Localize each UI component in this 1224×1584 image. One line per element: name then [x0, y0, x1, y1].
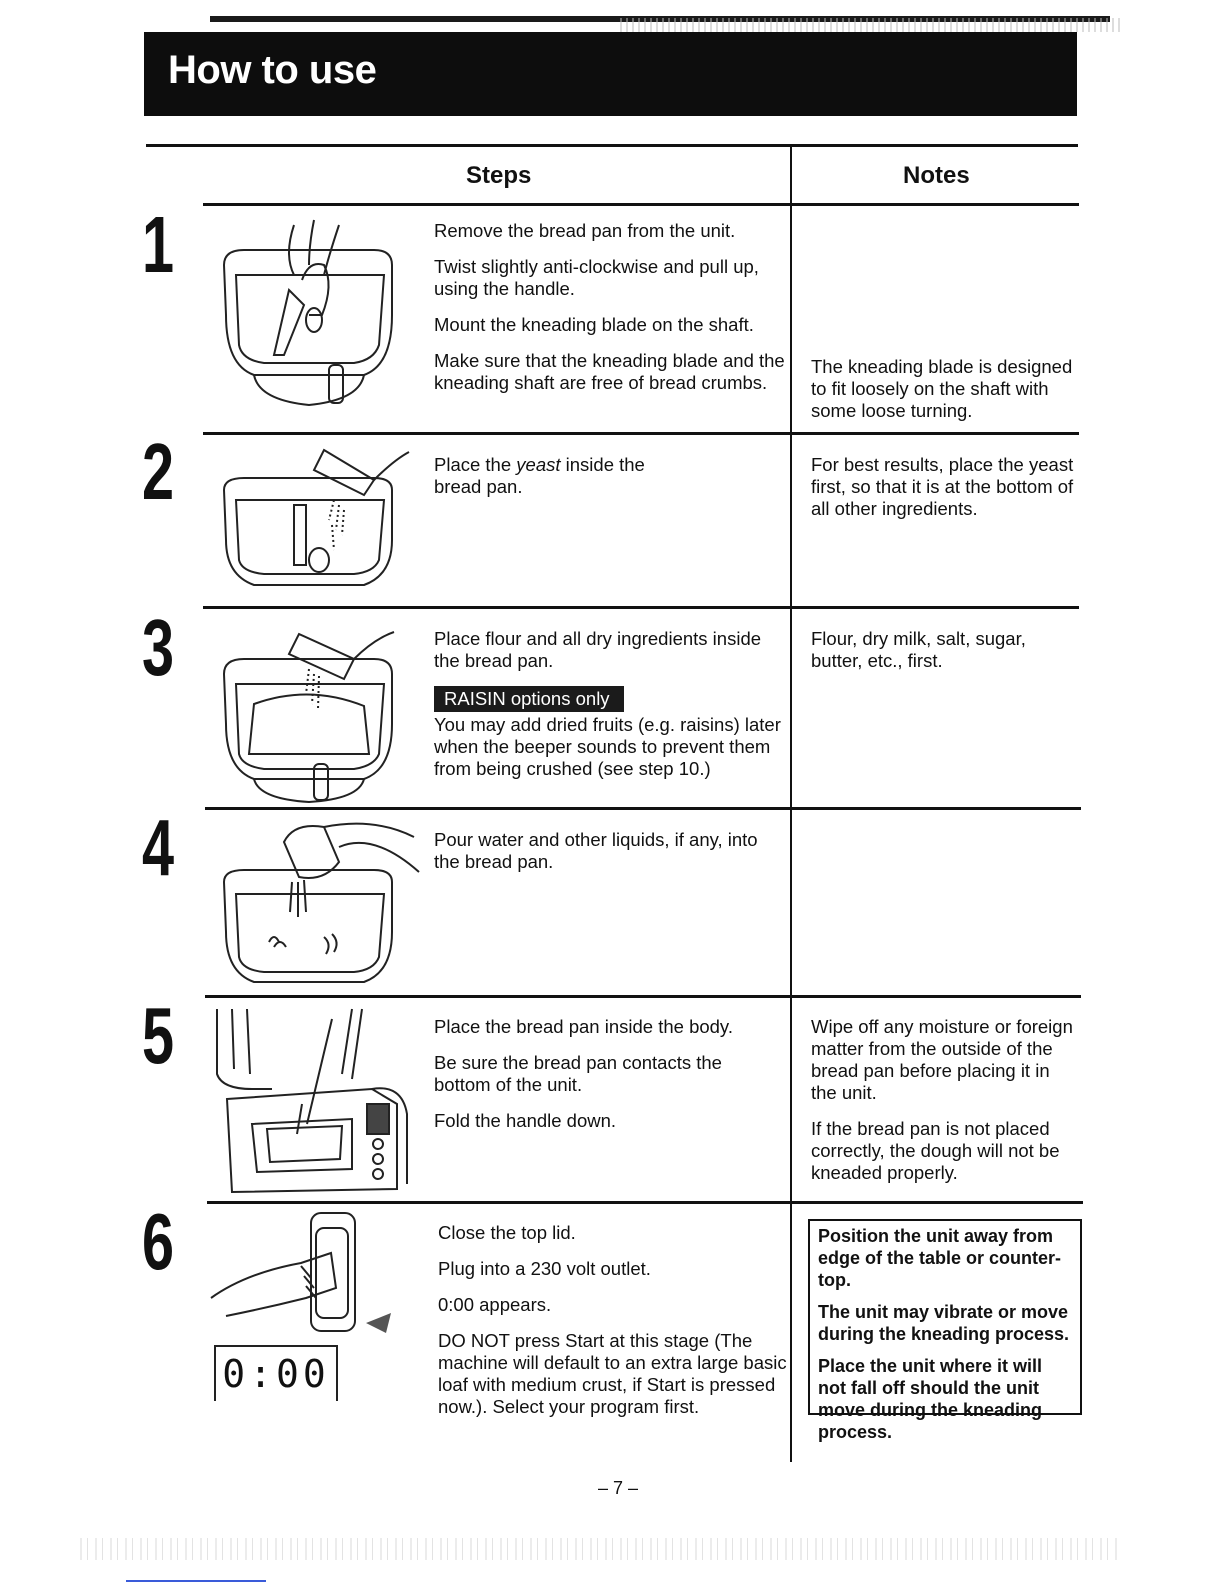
- step-5-line-2: Be sure the bread pan contacts the bottom of the unit.: [434, 1052, 722, 1095]
- blue-scan-line: [126, 1580, 266, 1582]
- warning-2: The unit may vibrate or move during the kneading process.: [818, 1302, 1070, 1344]
- step-5-notes: [811, 1016, 1079, 1198]
- step-number-1: 1: [142, 200, 175, 289]
- step-3-note-1: Flour, dry milk, salt, sugar, butter, etc., first.: [811, 628, 1026, 671]
- header-rule: [203, 203, 1079, 206]
- step-3-raisin-text: You may add dried fruits (e.g. raisins) later when the beeper sounds to prevent them from being crushed (see step 10.): [434, 714, 781, 779]
- step-2-yeast-word: yeast: [516, 454, 561, 475]
- warning-1: Position the unit away from edge of the table or counter-top.: [818, 1226, 1062, 1290]
- step-5-note-1: Wipe off any moisture or foreign matter from the outside of the bread pan before placing it in the unit.: [811, 1016, 1073, 1103]
- step-1-line-2: Twist slightly anti-clockwise and pull up, using the handle.: [434, 256, 759, 299]
- column-separator: [790, 147, 792, 1462]
- step-6-line-1: Close the top lid.: [438, 1222, 576, 1243]
- step-1-text: [434, 220, 790, 408]
- steps-column-header: Steps: [466, 162, 532, 189]
- warning-3: Place the unit where it will not fall off should the unit move during the kneading process.: [818, 1356, 1043, 1442]
- step-number-6: 6: [142, 1197, 175, 1286]
- step-2-text-after: inside the bread pan.: [434, 454, 645, 497]
- step-2-line-1: [434, 454, 674, 498]
- step-1-line-4: Make sure that the kneading blade and the kneading shaft are free of bread crumbs.: [434, 350, 785, 393]
- insert-bread-pan-illustration: [212, 1004, 412, 1198]
- step-5-line-1: Place the bread pan inside the body.: [434, 1016, 733, 1037]
- page-title: How to use: [168, 48, 377, 92]
- warning-box: [808, 1219, 1082, 1442]
- section-header: [144, 32, 1077, 116]
- step-5-text: [434, 1016, 790, 1146]
- step-5-line-3: Fold the handle down.: [434, 1110, 617, 1131]
- step-4-text: [434, 829, 784, 887]
- plug-in-illustration: [206, 1208, 406, 1348]
- notes-column-header: Notes: [903, 162, 970, 189]
- step-1-rule: [203, 432, 1079, 435]
- add-flour-illustration: [214, 614, 404, 804]
- step-number-4: 4: [142, 803, 175, 892]
- step-2-text: [434, 454, 674, 512]
- step-1-note-1: The kneading blade is designed to fit loosely on the shaft with some loose turning.: [811, 356, 1073, 421]
- step-6-text: [434, 1222, 790, 1432]
- step-5-rule: [207, 1201, 1083, 1204]
- step-2-rule: [203, 606, 1079, 609]
- step-2-notes: [811, 454, 1091, 534]
- step-6-line-4: DO NOT press Start at this stage (The machine will default to an extra large basic loaf with medium crust, if Start is pressed now.). Select your program first.: [438, 1330, 787, 1417]
- step-5-note-2: If the bread pan is not placed correctly, the dough will not be kneaded properly.: [811, 1118, 1060, 1183]
- step-4-line-1: Pour water and other liquids, if any, into the bread pan.: [434, 829, 758, 872]
- pour-water-illustration: [214, 812, 424, 992]
- step-number-3: 3: [142, 603, 175, 692]
- step-6-line-3: 0:00 appears.: [438, 1294, 552, 1315]
- step-4-rule: [205, 995, 1081, 998]
- lcd-display: [214, 1345, 338, 1401]
- table-top-rule: [146, 144, 1078, 147]
- step-1-line-3: Mount the kneading blade on the shaft.: [434, 314, 754, 335]
- add-yeast-illustration: [214, 440, 414, 600]
- step-2-note-1: For best results, place the yeast first, so that it is at the bottom of all other ingredients.: [811, 454, 1074, 519]
- remove-bread-pan-illustration: [214, 215, 404, 415]
- step-1-line-1: Remove the bread pan from the unit.: [434, 220, 736, 241]
- step-3-line-1: Place flour and all dry ingredients inside the bread pan.: [434, 628, 762, 671]
- step-3-rule: [205, 807, 1081, 810]
- step-3-notes: [811, 628, 1051, 686]
- step-3-text: [434, 628, 790, 794]
- scan-noise-top: [620, 18, 1120, 32]
- page-number: – 7 –: [598, 1478, 639, 1498]
- step-number-5: 5: [142, 991, 175, 1080]
- step-1-notes: [811, 356, 1076, 436]
- step-number-2: 2: [142, 427, 175, 516]
- step-6-line-2: Plug into a 230 volt outlet.: [438, 1258, 651, 1279]
- step-2-text-before: Place the: [434, 454, 517, 475]
- raisin-options-badge: RAISIN options only: [434, 686, 624, 712]
- lcd-display-value: 0:00: [222, 1352, 330, 1396]
- scan-noise-bottom: [80, 1538, 1120, 1560]
